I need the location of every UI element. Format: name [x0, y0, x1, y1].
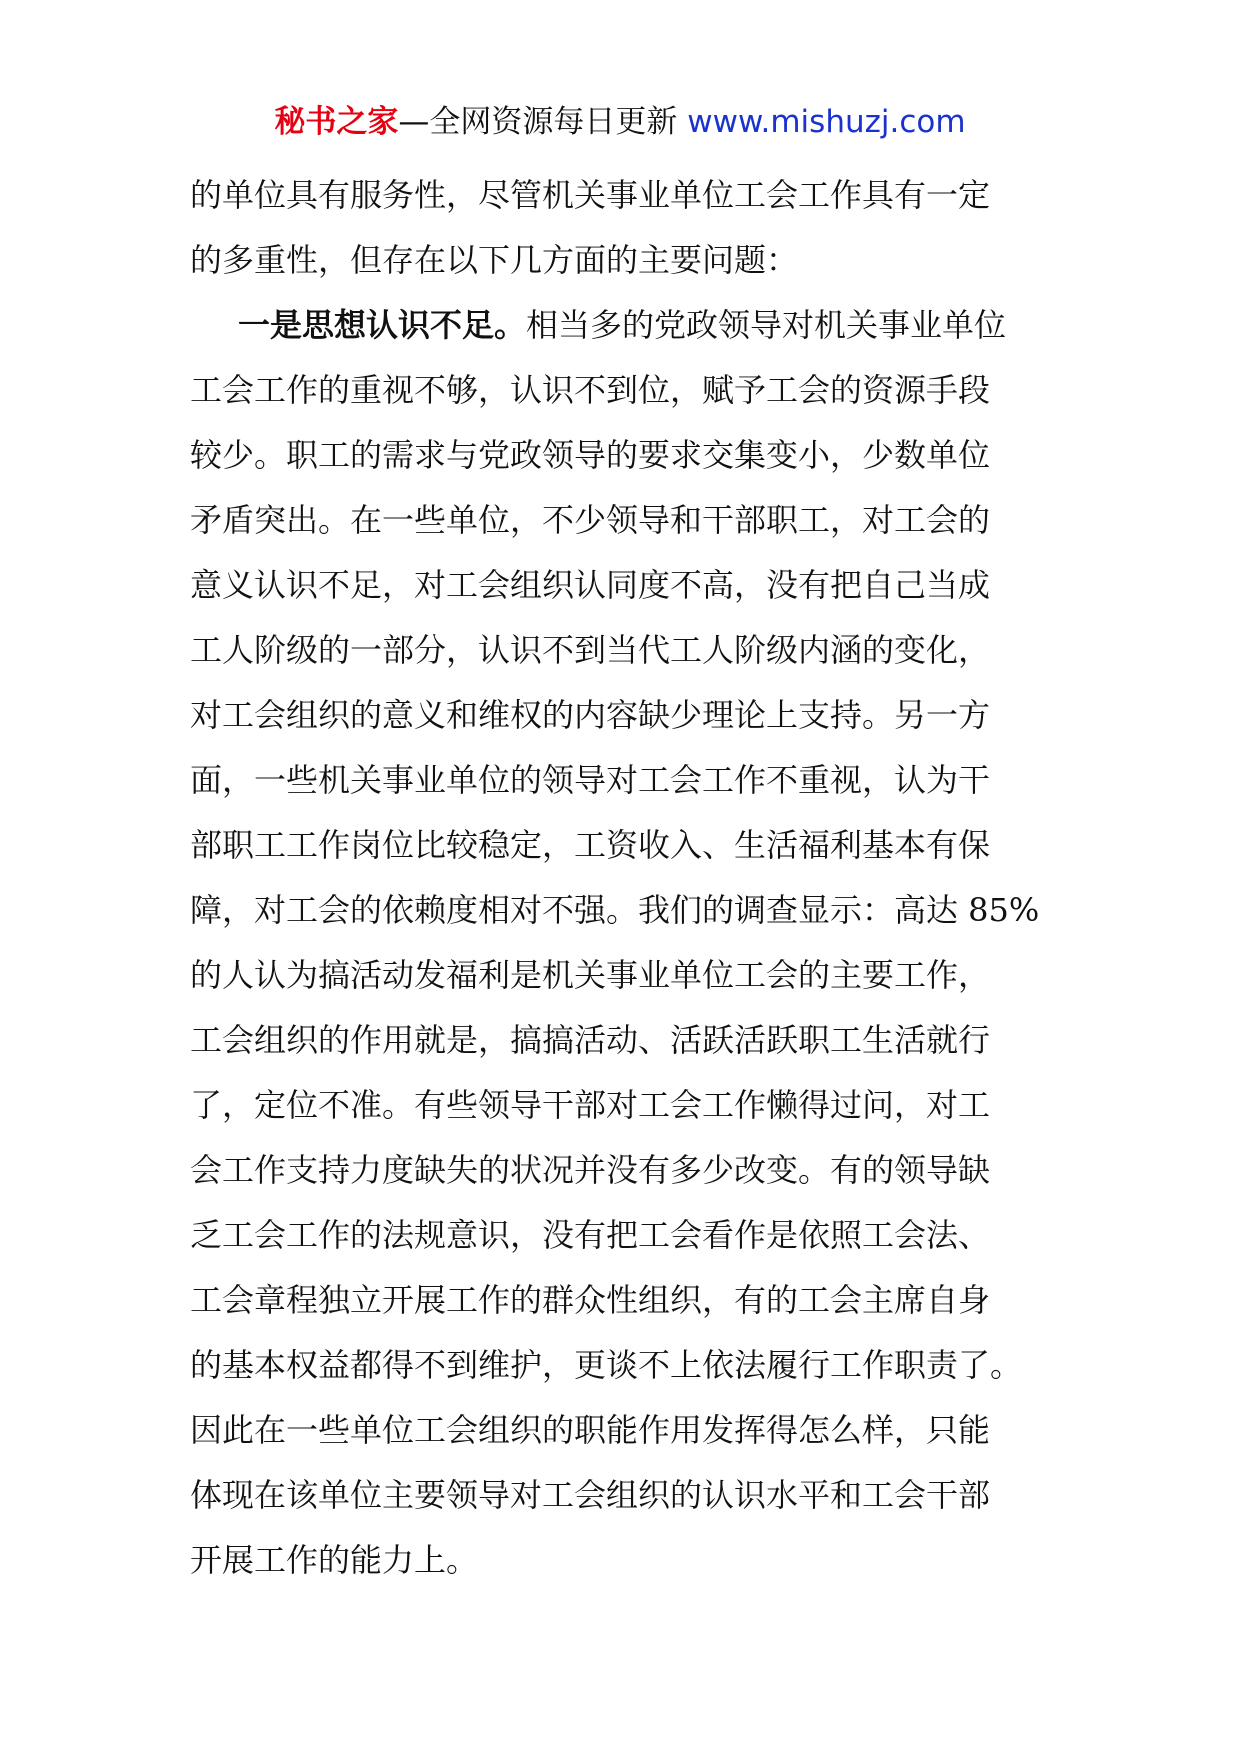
- body-line: 的单位具有服务性，尽管机关事业单位工会工作具有一定: [190, 176, 991, 214]
- body-line: 开展工作的能力上。: [190, 1541, 479, 1579]
- body-line: 矛盾突出。在一些单位，不少领导和干部职工，对工会的: [190, 501, 991, 539]
- body-line-text: 相当多的党政领导对机关事业单位: [526, 306, 1007, 344]
- lead-heading: 一是思想认识不足。: [238, 306, 527, 344]
- body-line: 部职工工作岗位比较稳定，工资收入、生活福利基本有保: [190, 826, 991, 864]
- paragraph-first-line: [190, 293, 1050, 358]
- body-line: 面，一些机关事业单位的领导对工会工作不重视，认为干: [190, 761, 991, 799]
- body-line: 较少。职工的需求与党政领导的要求交集变小，少数单位: [190, 436, 991, 474]
- body-line: 会工作支持力度缺失的状况并没有多少改变。有的领导缺: [190, 1151, 991, 1189]
- body-line: 了，定位不准。有些领导干部对工会工作懒得过问，对工: [190, 1086, 991, 1124]
- body-line: 乏工会工作的法规意识，没有把工会看作是依照工会法、: [190, 1216, 991, 1254]
- document-body: [190, 163, 1050, 1593]
- body-line: 意义认识不足，对工会组织认同度不高，没有把自己当成: [190, 566, 991, 604]
- body-line: 对工会组织的意义和维权的内容缺少理论上支持。另一方: [190, 696, 991, 734]
- body-line: 障，对工会的依赖度相对不强。我们的调查显示：高达 85%: [190, 891, 1040, 929]
- page-header: [0, 100, 1240, 144]
- body-line: 的人认为搞活动发福利是机关事业单位工会的主要工作，: [190, 956, 991, 994]
- body-line: 工会工作的重视不够，认识不到位，赋予工会的资源手段: [190, 371, 991, 409]
- header-tagline: —全网资源每日更新: [398, 104, 678, 140]
- body-line: 的多重性，但存在以下几方面的主要问题：: [190, 241, 799, 279]
- body-line: 的基本权益都得不到维护，更谈不上依法履行工作职责了。: [190, 1346, 1023, 1384]
- header-url[interactable]: www.mishuzj.com: [687, 104, 966, 140]
- body-line: 因此在一些单位工会组织的职能作用发挥得怎么样，只能: [190, 1411, 991, 1449]
- header-brand: 秘书之家: [274, 104, 399, 140]
- body-line: 体现在该单位主要领导对工会组织的认识水平和工会干部: [190, 1476, 991, 1514]
- body-line: 工会章程独立开展工作的群众性组织，有的工会主席自身: [190, 1281, 991, 1319]
- body-line: 工人阶级的一部分，认识不到当代工人阶级内涵的变化，: [190, 631, 991, 669]
- body-line: 工会组织的作用就是，搞搞活动、活跃活跃职工生活就行: [190, 1021, 991, 1059]
